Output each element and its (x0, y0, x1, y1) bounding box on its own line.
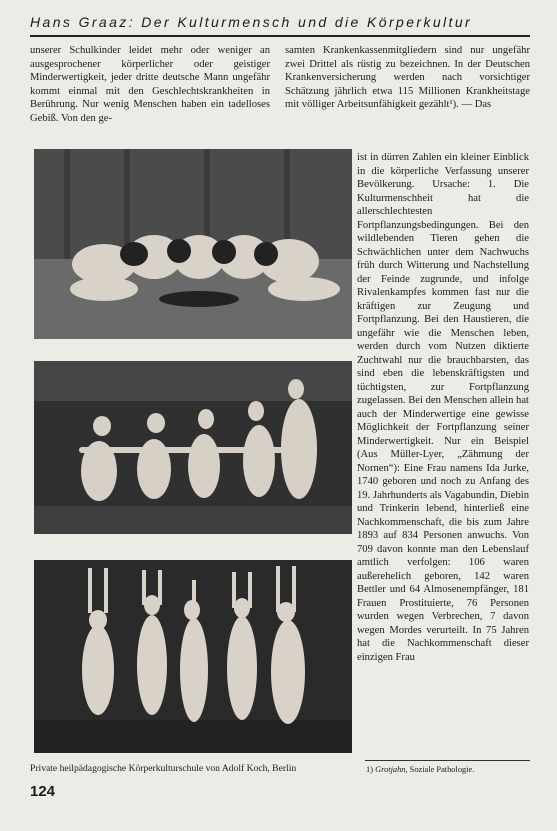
photo-kneeling-line (34, 361, 352, 534)
running-header: Hans Graaz: Der Kulturmensch und die Körperkultur (30, 14, 473, 30)
photo-group-bending (34, 149, 352, 339)
text-column-right-top (285, 44, 530, 112)
footnote-marker: 1) (366, 765, 373, 774)
photo-caption: Private heilpädagogische Körperkulturschule von Adolf Koch, Berlin (30, 763, 297, 774)
photo-standing-arms-raised (34, 560, 352, 753)
footnote (366, 765, 531, 774)
footnote-title: Soziale Pathologie. (409, 765, 475, 774)
text-column-right (357, 151, 529, 664)
paragraph: ist in dürren Zahlen ein kleiner Einblick in die körperliche Verfassung unserer Bevölkerung. Ursache: 1. Die Kulturmenschheit hat die allerschlechtesten Fortpflanzungsbedingungen. Bei den wildlebenden Tieren gehen die Schwächlichen unter dem Nachwuchs früh durch Witterung und Nachstellung der Feinde zugrunde, und infolge Rivalenkampfes kommen fast nur die kräftigen zur Zeugung und Fortpflanzung. Bei den Haustieren, die ungefähr wie die Menschen leben, werden durch vom Nutzen diktierte Zuchtwahl nur die brauchbarsten, das sind eben die lebenskräftigsten und tüchtigsten, zur Fortpflanzung zugelassen. Bei den Menschen allein hat auch der Minderwertige eine gewisse Möglichkeit der Fortpflanzung seiner Minderwertigkeit. Nur ein Beispiel (Aus Müller-Lyer, „Zähmung der Nornen“): Eine Frau namens Ida Jurke, 1740 geboren und noch zu Anfang des 19. Jahrhunderts als Vagabundin, Diebin und Trinkerin lebend, hinterließ eine Nachkommenschaft, die bis zum Jahre 1893 auf 834 Personen anwuchs. Von 709 davon konnte man den Lebenslauf amtlich verfolgen: 106 waren außerehelich geboren, 142 waren Bettler und 64 Almosenempfänger, 181 Frauen Prostituierte, 76 Personen wurden wegen Verbrechen, 7 davon wegen Mordes verurteilt. In 75 Jahren hat die Nachkommenschaft dieser einzigen Frau (357, 152, 529, 663)
footnote-author: Grotjahn, (375, 765, 408, 774)
page-number: 124 (30, 783, 56, 800)
footnote-rule (365, 760, 530, 761)
paragraph: samten Krankenkassenmitgliedern sind nur ungefähr zwei Drittel als rüstig zu bezeichnen. In der Deutschen Krankenversicherung werden nach vorsichtiger Schätzung jährlich etwa 115 Millionen Krankheitstage mit völliger Arbeitsunfähigkeit gezählt¹). — Das (285, 45, 530, 110)
header-rule (30, 35, 530, 37)
text-column-left-top (30, 44, 270, 125)
paragraph: unserer Schulkinder leidet mehr oder weniger an ausgesprochener körperlicher oder geistiger Minderwertigkeit, jeder dritte deutsche Mann ungefähr kommt einmal mit den Geschlechtskrankheiten in Berührung. Nur wenig Menschen haben ein tadelloses Gebiß. Von den ge- (30, 45, 270, 124)
